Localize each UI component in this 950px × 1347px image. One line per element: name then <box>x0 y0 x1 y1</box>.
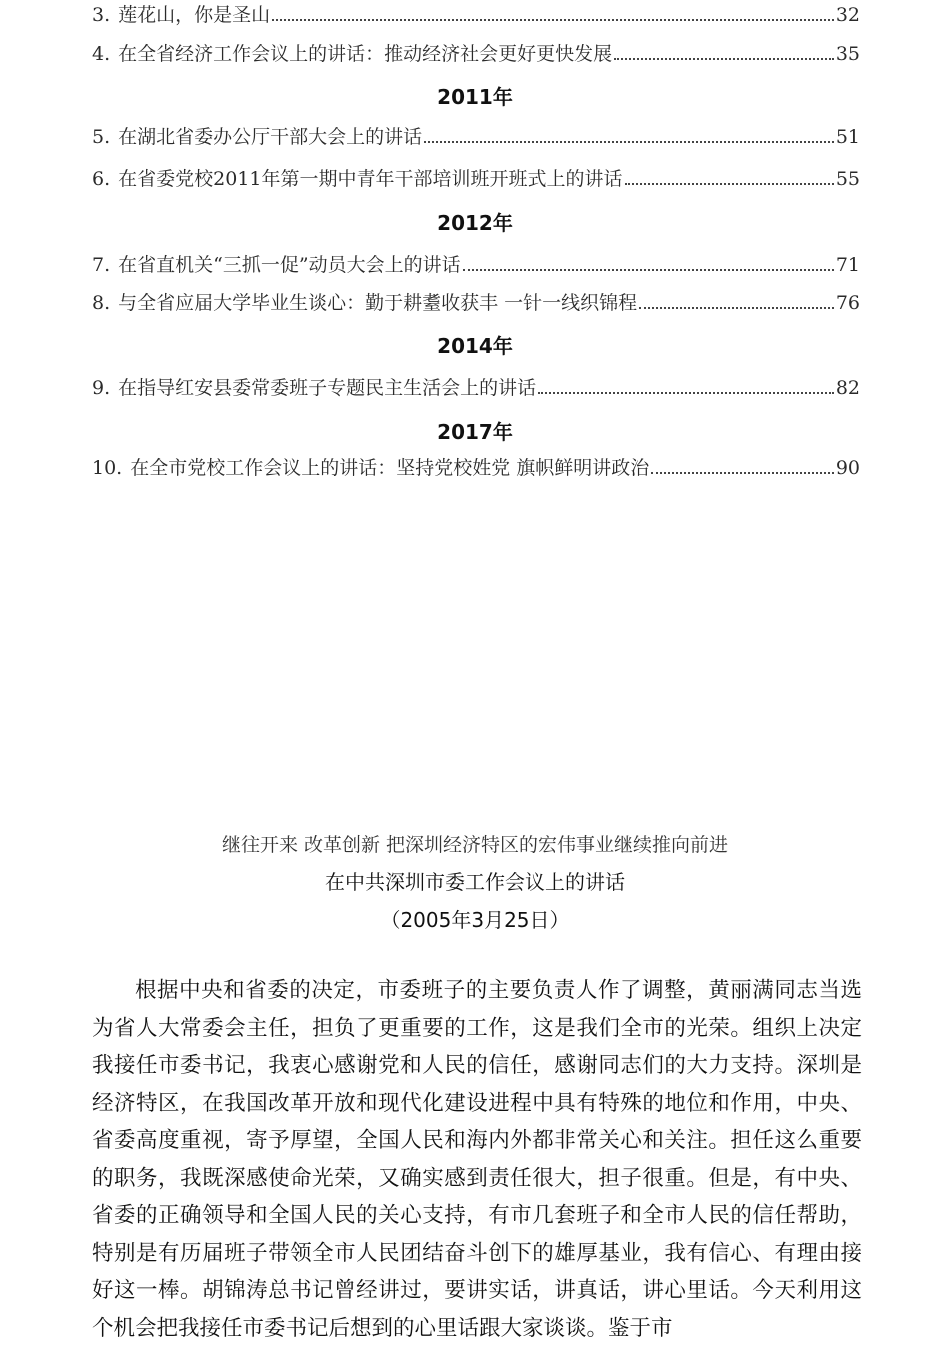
toc-entry-number: 7. <box>92 254 111 276</box>
dot-leader <box>463 269 834 271</box>
toc-entry-page: 76 <box>835 292 860 314</box>
dot-leader <box>639 307 834 309</box>
toc-entry-number: 4. <box>92 43 111 65</box>
toc-entry[interactable] <box>92 455 860 481</box>
toc-entry-page: 32 <box>835 4 860 26</box>
dot-leader <box>424 141 834 143</box>
year-heading: 2011年 <box>437 85 513 109</box>
year-heading: 2014年 <box>437 334 513 358</box>
dot-leader <box>272 19 834 21</box>
speech-date: （2005年3月25日） <box>380 908 570 932</box>
toc-entry-page: 90 <box>835 457 860 479</box>
toc-entry-title: 在湖北省委办公厅干部大会上的讲话 <box>118 126 423 148</box>
toc-entry-page: 55 <box>835 168 860 190</box>
dot-leader <box>625 183 834 185</box>
toc-entry[interactable] <box>92 2 860 28</box>
year-heading: 2012年 <box>437 211 513 235</box>
toc-entry-page: 71 <box>835 254 860 276</box>
toc-entry-number: 9. <box>92 377 111 399</box>
year-heading: 2017年 <box>437 420 513 444</box>
toc-entry[interactable] <box>92 252 860 278</box>
toc-entry-number: 8. <box>92 292 111 314</box>
toc-entry-title: 在省委党校2011年第一期中青年干部培训班开班式上的讲话 <box>118 168 623 190</box>
toc-entry-number: 6. <box>92 168 111 190</box>
speech-kicker: 继往开来 改革创新 把深圳经济特区的宏伟事业继续推向前进 <box>221 834 729 856</box>
toc-entry-title: 在指导红安县委常委班子专题民主生活会上的讲话 <box>118 377 537 399</box>
toc-entry-title: 在全市党校工作会议上的讲话：坚持党校姓党 旗帜鲜明讲政治 <box>130 457 650 479</box>
dot-leader <box>651 472 834 474</box>
toc-entry-page: 51 <box>835 126 860 148</box>
toc-entry[interactable] <box>92 124 860 150</box>
toc-entry[interactable] <box>92 41 860 67</box>
speech-title: 在中共深圳市委工作会议上的讲话 <box>325 870 625 894</box>
toc-entry-number: 3. <box>92 4 111 26</box>
toc-entry-number: 5. <box>92 126 111 148</box>
toc-entry-title: 莲花山，你是圣山 <box>118 4 271 26</box>
toc-entry-title: 与全省应届大学毕业生谈心：勤于耕耋收获丰 一针一线织锦程 <box>118 292 638 314</box>
toc-entry[interactable] <box>92 166 860 192</box>
speech-body: 根据中央和省委的决定，市委班子的主要负责人作了调整，黄丽满同志当选为省人大常委会主任，担负了更重要的工作，这是我们全市的光荣。组织上决定我接任市委书记，我衷心感谢党和人民的信任，感谢同志们的大力支持。深圳是经济特区，在我国改革开放和现代化建设进程中具有特殊的地位和作用，中央、省委高度重视，寄予厚望，全国人民和海内外都非常关心和关注。担任这么重要的职务，我既深感使命光荣，又确实感到责任很大，担子很重。但是，有中央、省委的正确领导和全国人民的关心支持，有市几套班子和全市人民的信任帮助，特别是有历届班子带领全市人民团结奋斗创下的雄厚基业，我有信心、有理由接好这一棒。胡锦涛总书记曾经讲过，要讲实话，讲真话，讲心里话。今天利用这个机会把我接任市委书记后想到的心里话跟大家谈谈。鉴于市 <box>92 978 862 1341</box>
toc-entry-title: 在省直机关“三抓一促”动员大会上的讲话 <box>118 254 461 276</box>
dot-leader <box>538 392 834 394</box>
toc-entry-page: 82 <box>835 377 860 399</box>
toc-entry[interactable] <box>92 290 860 316</box>
toc-entry-page: 35 <box>835 43 860 65</box>
toc-entry[interactable] <box>92 375 860 401</box>
dot-leader <box>614 58 834 60</box>
toc-entry-number: 10. <box>92 457 123 479</box>
toc-entry-title: 在全省经济工作会议上的讲话：推动经济社会更好更快发展 <box>118 43 613 65</box>
